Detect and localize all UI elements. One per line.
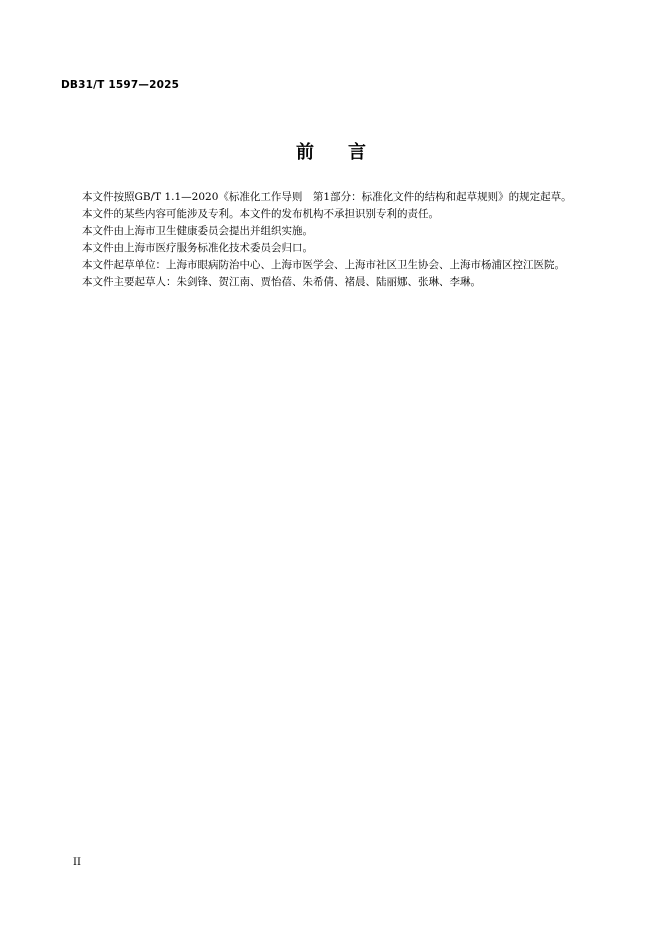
page-number: II (73, 857, 81, 868)
paragraph-technical-committee: 本文件由上海市医疗服务标准化技术委员会归口。 (82, 242, 313, 254)
paragraph-patent-notice: 本文件的某些内容可能涉及专利。本文件的发布机构不承担识别专利的责任。 (82, 208, 439, 220)
section-title-foreword: 前言 (296, 142, 400, 163)
paragraph-drafting-units: 本文件起草单位：上海市眼病防治中心、上海市医学会、上海市社区卫生协会、上海市杨浦区控江医院。 (82, 259, 565, 271)
document-code: DB31/T 1597—2025 (61, 79, 180, 91)
paragraph-main-drafters: 本文件主要起草人：朱剑锋、贺江南、贾怡蓓、朱希倩、褚晨、陆丽娜、张琳、李琳。 (82, 276, 481, 288)
paragraph-proposer: 本文件由上海市卫生健康委员会提出并组织实施。 (82, 225, 313, 237)
foreword-body (61, 190, 586, 292)
paragraph-drafting-rules: 本文件按照GB/T 1.1—2020《标准化工作导则 第1部分：标准化文件的结构和起草规则》的规定起草。 (82, 191, 572, 203)
